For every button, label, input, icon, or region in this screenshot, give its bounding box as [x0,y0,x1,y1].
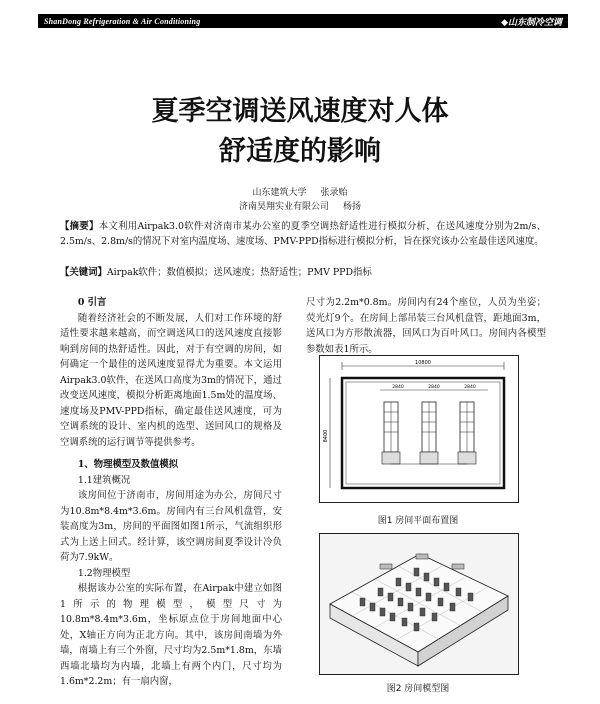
intro-heading: 0 引言 [77,297,107,308]
section-1-1-heading: 1.1建筑概况 [77,474,131,486]
dim-seg-3-label: 2840 [464,385,476,390]
left-column [60,295,282,690]
floor-plan-drawing [320,356,518,502]
author-name-1: 张录贻 [320,188,348,198]
author-name-2: 杨扬 [343,202,362,212]
dim-seg-2-label: 2840 [428,385,440,390]
fan-coil-unit-1 [382,402,400,464]
author-affiliation-1: 山东建筑大学 [252,188,307,198]
title-line-2: 舒适度的影响 [219,136,381,167]
fan-coil-unit-3 [458,402,476,464]
fan-coil-unit-2 [420,402,438,464]
keywords-label: 【关键词】 [60,267,107,278]
dim-total-label: 10800 [415,360,431,366]
title-line-1: 夏季空调送风速度对人体 [151,96,449,127]
journal-header [38,14,568,28]
journal-name: ShanDong Refrigeration & Air Conditioning [44,16,201,26]
abstract [60,219,546,249]
right-column-paragraph: 尺寸为2.2m*0.8m。房间内有24个座位，人员为坐姿；荧光灯9个。在房间上部吊装三台风机盘管，距地面3m，送风口为方形散流器，回风口为百叶风口。房间内各模型参数如表1所示。 [306,297,546,355]
abstract-label: 【摘要】 [60,221,99,232]
keywords [60,265,546,280]
dim-seg-1-label: 2840 [392,385,404,390]
intro-paragraph: 随着经济社会的不断发展，人们对工作环境的舒适性要求越来越高，而空调送风口的送风速度直接影响到房间的热舒适性。因此，对于有空调的房间，如何确定一个最佳的送风速度显得尤为重要。本文运用Airpak3.0软件，在送风口高度为3m的情况下，通过改变送风速度，模拟分析距离地面1.5m处的温度场、速度场及PMV-PPD指标，确定最佳送风速度，可为空调系统的设计、室内机的选型、送回风口的规格及空调系统的运行调节等提供参考。 [60,312,282,448]
section-1-2-heading: 1.2物理模型 [77,567,131,579]
section-1-heading: 1、物理模型及数值模拟 [77,459,179,470]
abstract-text: 本文利用Airpak3.0软件对济南市某办公室的夏季空调热舒适性进行模拟分析，在送风速度分别为2m/s、2.5m/s、2.8m/s的情况下对室内温度场、速度场、PMV-PPD指标进行模拟分析，旨在探究该办公室最佳送风速度。 [60,221,546,247]
figure-2-caption: 图2 房间模型图 [386,684,450,694]
keywords-text: Airpak软件；数值模拟；送风速度；热舒适性；PMV PPD指标 [106,267,372,278]
author-row-1 [160,186,440,200]
section-name: ◆山东制冷空调 [501,17,562,28]
dim-height-label: 8400 [323,429,329,443]
authors-block [160,186,440,214]
section-1-1-paragraph: 该房间位于济南市，房间用途为办公，房间尺寸为10.8m*8.4m*3.6m。房间内有三台风机盘管，安装高度为3m，房间的平面图如图1所示，气流组织形式为上送上回式。经计算，该空调房间夏季设计冷负荷为7.9kW。 [60,490,282,563]
figure-1-caption: 图1 房间平面布置图 [377,516,459,526]
section-1-2-paragraph: 根据该办公室的实际布置，在Airpak中建立如图1所示的物理模型，模型尺寸为10.8m*8.4m*3.6m，坐标原点位于房间地面中心处，X轴正方向为正北方向。其中，该房间南墙为外墙，南墙上有三个外窗，尺寸均为2.5m*1.8m，东墙西墙北墙均为内墙，北墙上有两个内门，尺寸均为1.6m*2.2m；有一扇内窗， [60,583,282,687]
author-affiliation-2: 济南昊翔实业有限公司 [238,202,329,212]
room-model-drawing [320,534,518,674]
author-row-2 [160,200,440,214]
right-column [306,295,546,357]
figure-1-floor-plan [319,355,519,503]
figure-2-room-model [319,533,519,675]
paper-title [60,92,540,172]
